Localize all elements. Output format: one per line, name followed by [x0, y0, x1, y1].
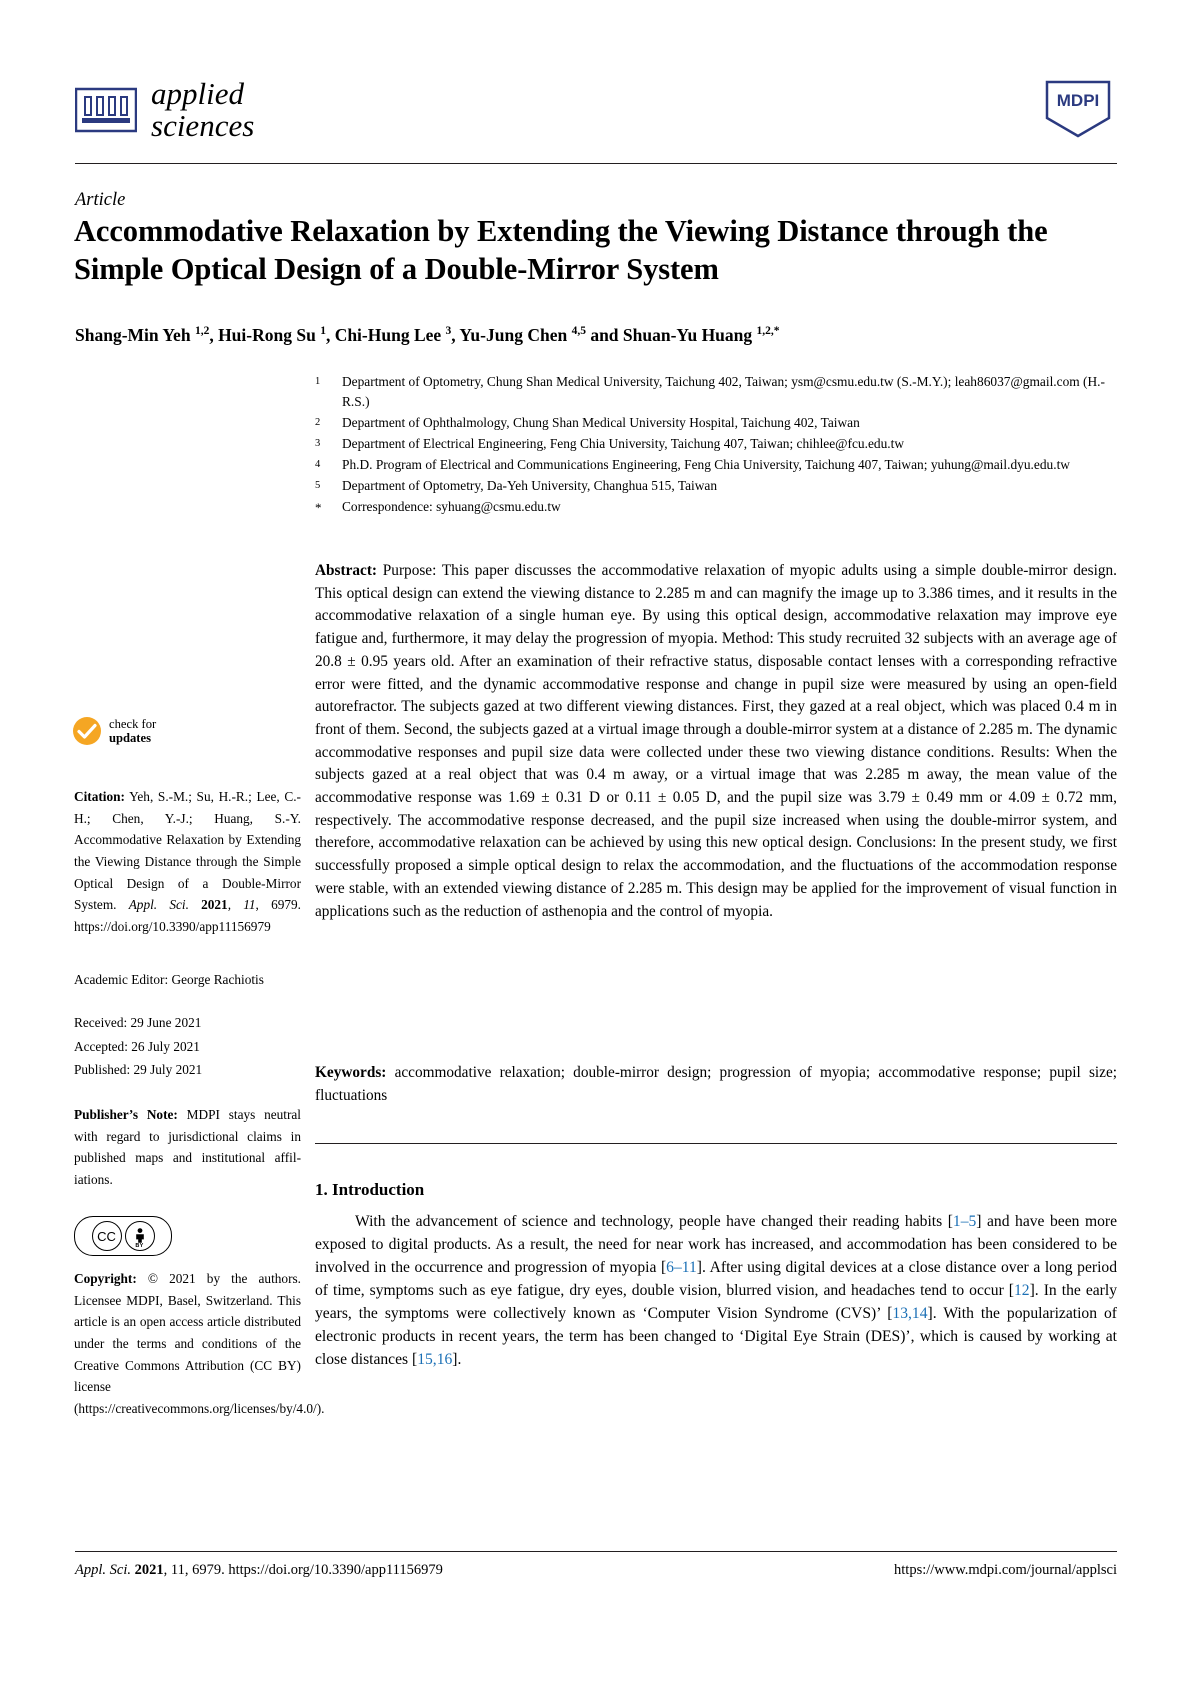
affiliation-row [315, 455, 1117, 475]
affiliation-text: Department of Optometry, Chung Shan Medical University, Taichung 402, Taiwan; ysm@csmu.edu.tw (S.-M.Y.); leah86037@gmail.com (H.-R.S.) [342, 374, 1105, 409]
abstract-section [315, 560, 1117, 923]
footer-journal: Appl. Sci. [75, 1562, 131, 1578]
footer-year: 2021 [134, 1562, 164, 1578]
check-updates-line1: check for [109, 716, 157, 731]
author-list: Shang-Min Yeh $^{1,2}$, Hui-Rong Su $^1$, Chi-Hung Lee $^3$, Yu-Jung Chen $^{4,5}$ and Shuan-Yu Huang $^{1,2,*}$ [75, 325, 780, 345]
section-heading-introduction: 1. Introduction [315, 1180, 425, 1199]
journal-title-line1: applied [151, 76, 244, 111]
keywords-text: accommodative relaxation; double-mirror design; progression of myopia; accommodative response; pupil size; fluctuations [315, 1064, 1117, 1104]
article-type-label: Article [75, 190, 126, 210]
citation-link[interactable]: 12 [1014, 1282, 1030, 1299]
cc-icon: CC [92, 1221, 122, 1251]
citation-text: Yeh, S.-M.; Su, H.-R.; Lee, C.-H.; Chen, Y.-J.; Huang, S.-Y. Accommodative Relaxation by Extending the Viewing Distance through the Simple Optical Design of a Double-Mirror System. [74, 789, 301, 913]
copyright-block [74, 1268, 325, 1420]
keywords-divider [315, 1143, 1117, 1144]
citation-link[interactable]: 1–5 [952, 1213, 977, 1230]
intro-text-fragment: ] and have been more exposed to digital products. As a result, the need for near work has increased, and accommodation has been considered to be involved in the occurrence and progression of myopia [ [315, 1213, 1117, 1276]
citation-block [74, 786, 301, 938]
affiliation-marker: 2 [315, 416, 321, 428]
publication-dates [74, 1012, 301, 1083]
affiliation-marker: 1 [315, 376, 321, 387]
affiliation-text: Department of Optometry, Da-Yeh University, Changhua 515, Taiwan [342, 477, 718, 493]
affiliation-marker: 3 [315, 437, 321, 449]
page-header [75, 78, 1117, 158]
affiliation-text: Ph.D. Program of Electrical and Communications Engineering, Feng Chia University, Taichung 407, Taiwan; yuhung@mail.dyu.edu.tw [342, 456, 1070, 472]
svg-text:MDPI: MDPI [1056, 91, 1100, 110]
citation-volume: , 11 [227, 897, 256, 913]
citation-journal: Appl. Sci. [128, 897, 189, 913]
check-for-updates-text [109, 717, 156, 745]
affiliation-list [315, 372, 1117, 518]
published-date: Published: 29 July 2021 [74, 1062, 203, 1078]
affiliation-row [315, 434, 1117, 454]
intro-text-fragment: ]. [452, 1351, 462, 1368]
citation-year: 2021 [201, 897, 228, 913]
footer-rest: , 11, 6979. https://doi.org/10.3390/app11156979 [163, 1562, 443, 1578]
footer-citation [75, 1562, 443, 1579]
affiliation-text: Department of Electrical Engineering, Feng Chia University, Taichung 407, Taiwan; chihlee@fcu.edu.tw [342, 435, 905, 451]
keywords-section [315, 1062, 1117, 1107]
mdpi-logo-icon [1039, 78, 1117, 140]
affiliation-text: Correspondence: syhuang@csmu.edu.tw [342, 498, 561, 514]
introduction-paragraph [315, 1210, 1117, 1371]
abstract-text: Purpose: This paper discusses the accommodative relaxation of myopic adults using a simple double-mirror design. This optical design can extend the viewing distance to 2.285 m and can magnify the image up to 3.386 times, and it results in the accommodative relaxation of a single human eye. By using this optical design, accommodative relaxation may improve eye fatigue and, furthermore, it may delay the progression of myopia. Method: This study recruited 32 subjects with an average age of 20.8 ± 0.95 years old. After an examination of their refractive status, disposable contact lenses with a corresponding refractive error were fitted, and the dynamic accommodative response and change in pupil size were measured by using an open-field autorefractor. The subjects gazed at two different viewing distances. First, they gazed at a real object, which was placed 0.4 m in front of them. Second, the subjects gazed at a virtual image through a double-mirror system at a distance of 2.285 m. The dynamic accommodative responses and pupil size data were collected under these two viewing distance conditions. Results: When the subjects gazed at a real object that was 0.4 m away, or a virtual image that was 2.285 m away, the mean value of the accommodative response was 1.69 ± 0.31 D or 0.11 ± 0.05 D, and the pupil size was 3.79 ± 0.49 mm or 4.09 ± 0.72 mm, respectively. The accommodative response decreased, and the pupil size increased when using the double-mirror system, and therefore, accommodative relaxation can be achieved by using this new optical design. Conclusions: In the present study, we first successfully proposed a simple optical design to relax the accommodation, and the fluctuations of the accommodation response were stable, with an extended viewing distance of 2.285 m. This design may be applied for the improvement of visual function in applications such as the reduction of asthenopia and the control of myopia. [315, 562, 1117, 920]
publisher-note-text: MDPI stays neutral with regard to jurisdictional claims in published maps and institutional affil-iations. [74, 1107, 302, 1188]
check-updates-line2: updates [109, 731, 151, 745]
journal-title-line2: sciences [151, 107, 255, 143]
intro-text-fragment: With the advancement of science and technology, people have changed their reading habits [ [355, 1213, 953, 1230]
copyright-label: Copyright: [74, 1271, 137, 1286]
accepted-date: Accepted: 26 July 2021 [74, 1038, 200, 1054]
affiliation-marker: * [315, 499, 322, 515]
affiliation-row [315, 497, 1117, 517]
citation-link[interactable]: 15,16 [417, 1351, 453, 1368]
journal-title [151, 78, 254, 142]
affiliation-row [315, 476, 1117, 496]
cc-by-label: BY [135, 1243, 144, 1249]
check-for-updates-badge[interactable] [72, 716, 242, 746]
received-date: Received: 29 June 2021 [74, 1015, 202, 1030]
publisher-note-label: Publisher’s Note: [74, 1107, 178, 1122]
footer-divider [75, 1551, 1117, 1552]
copyright-text: © 2021 by the authors. Licensee MDPI, Basel, Switzerland. This article is an open access article distributed under the terms and conditions of the Creative Commons Attribution (CC BY) license (https://creativecommons.org/licenses/by/4.0/). [74, 1271, 325, 1417]
abstract-label: Abstract: [315, 562, 378, 579]
page-title: Accommodative Relaxation by Extending the Viewing Distance through the Simple Optical Design of a Double-Mirror System [74, 214, 1048, 287]
intro-text-fragment: ]. In the early years, the symptoms were collectively known as ‘Computer Vision Syndrome (CVS)’ [ [315, 1282, 1117, 1322]
footer-url[interactable]: https://www.mdpi.com/journal/applsci [894, 1562, 1117, 1578]
citation-pages-doi: , 6979. https://doi.org/10.3390/app11156979 [74, 897, 301, 935]
keywords-label: Keywords: [315, 1064, 387, 1081]
citation-label: Citation: [74, 789, 125, 804]
publisher-note [74, 1104, 301, 1191]
affiliation-marker: 4 [315, 458, 321, 470]
journal-brand [75, 78, 254, 142]
creative-commons-badge[interactable] [74, 1216, 172, 1256]
intro-text-fragment: ]. With the popularization of electronic products in recent years, the term has been changed to ‘Digital Eye Strain (DES)’, which is caused by working at close distances [ [315, 1305, 1117, 1368]
affiliation-row [315, 413, 1117, 433]
header-divider [75, 163, 1117, 164]
citation-link[interactable]: 13,14 [892, 1305, 928, 1322]
citation-link[interactable]: 6–11 [666, 1259, 697, 1276]
intro-text-fragment: ]. After using digital devices at a close distance over a long period of time, symptoms such as eye fatigue, dry eyes, double vision, blurred vision, and headaches tend to occur [ [315, 1259, 1117, 1299]
cc-by-icon [125, 1221, 155, 1251]
academic-editor: Academic Editor: George Rachiotis [74, 972, 264, 987]
affiliation-marker: 5 [315, 479, 321, 491]
affiliation-row [315, 372, 1117, 412]
applied-sciences-logo-icon [75, 84, 137, 136]
crossmark-icon [72, 716, 102, 746]
affiliation-text: Department of Ophthalmology, Chung Shan Medical University Hospital, Taichung 402, Taiwan [342, 414, 860, 430]
